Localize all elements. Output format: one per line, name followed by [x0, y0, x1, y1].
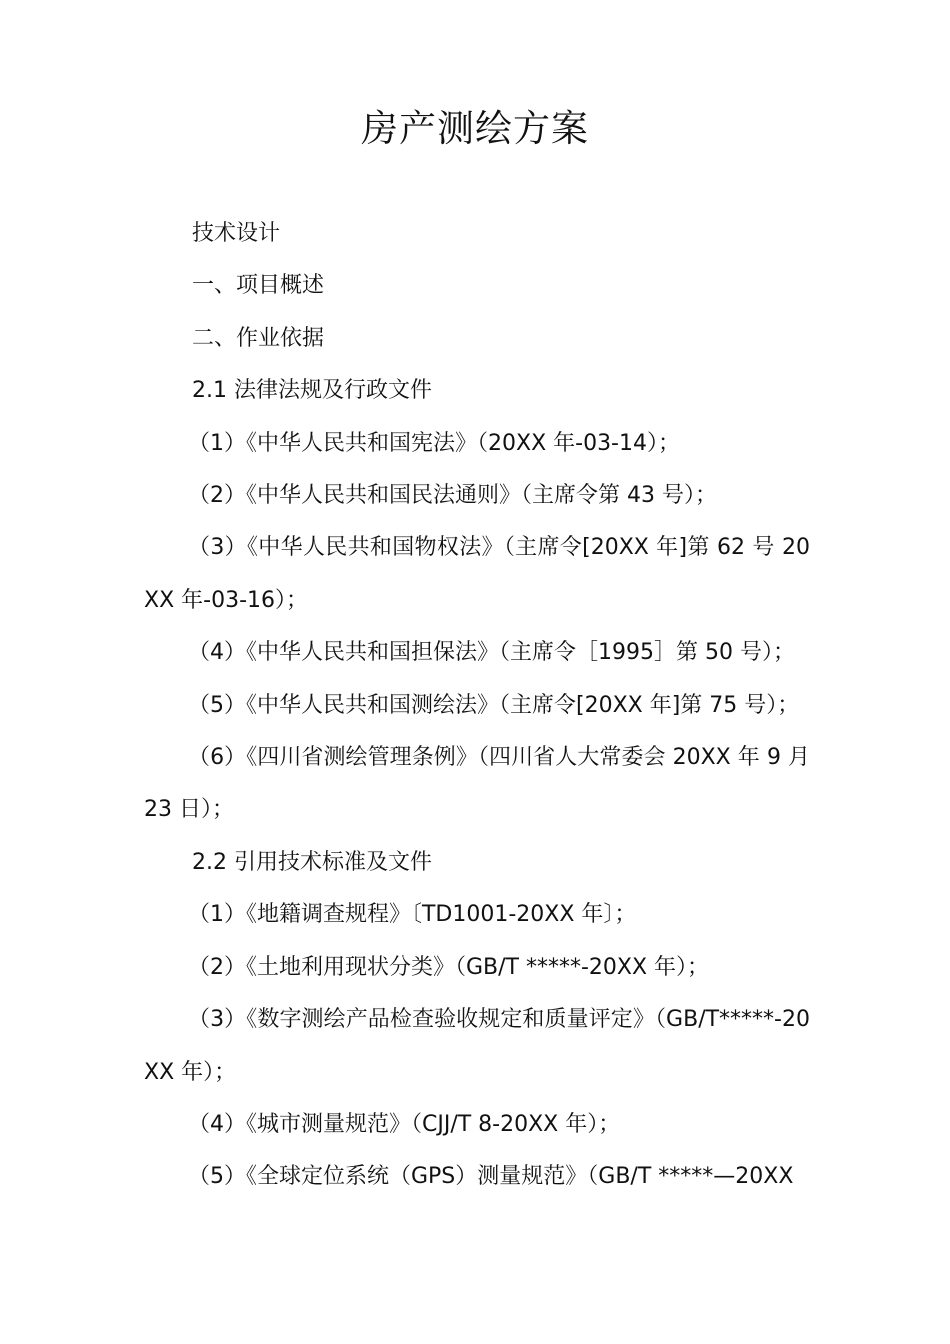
citation-item: （1）《地籍调查规程》〔TD1001-20XX 年〕； [188, 902, 637, 928]
citation-item: （4）《中华人民共和国担保法》（主席令［1995］第 50 号）； [188, 640, 795, 666]
citation-item: （4）《城市测量规范》（CJJ/T 8-20XX 年）； [188, 1111, 621, 1137]
citation-item: （3）《中华人民共和国物权法》（主席令[20XX 年]第 62 号 20XX 年-03-16）； [144, 535, 810, 613]
citation-item: （5）《中华人民共和国测绘法》（主席令[20XX 年]第 75 号）； [188, 692, 800, 718]
document-body [144, 208, 810, 1204]
section-heading: 一、项目概述 [192, 273, 325, 299]
citation-item: （2）《中华人民共和国民法通则》（主席令第 43 号）； [188, 483, 717, 509]
citation-item: （5）《全球定位系统（GPS）测量规范》（GB/T *****—20XX [188, 1164, 794, 1190]
citation-item: （2）《土地利用现状分类》（GB/T *****-20XX 年）； [188, 954, 710, 980]
subsection-heading: 2.2 引用技术标准及文件 [192, 849, 432, 875]
subsection-heading: 2.1 法律法规及行政文件 [192, 378, 432, 404]
section-heading: 技术设计 [192, 221, 281, 246]
citation-item: （6）《四川省测绘管理条例》（四川省人大常委会 20XX 年 9 月 23 日）； [144, 745, 810, 823]
citation-item: （3）《数字测绘产品检查验收规定和质量评定》（GB/T*****-20XX 年）； [144, 1007, 810, 1085]
section-heading: 二、作业依据 [192, 325, 325, 351]
document-title: 房产测绘方案 [361, 107, 589, 150]
citation-item: （1）《中华人民共和国宪法》（20XX 年-03-14）； [188, 430, 680, 456]
